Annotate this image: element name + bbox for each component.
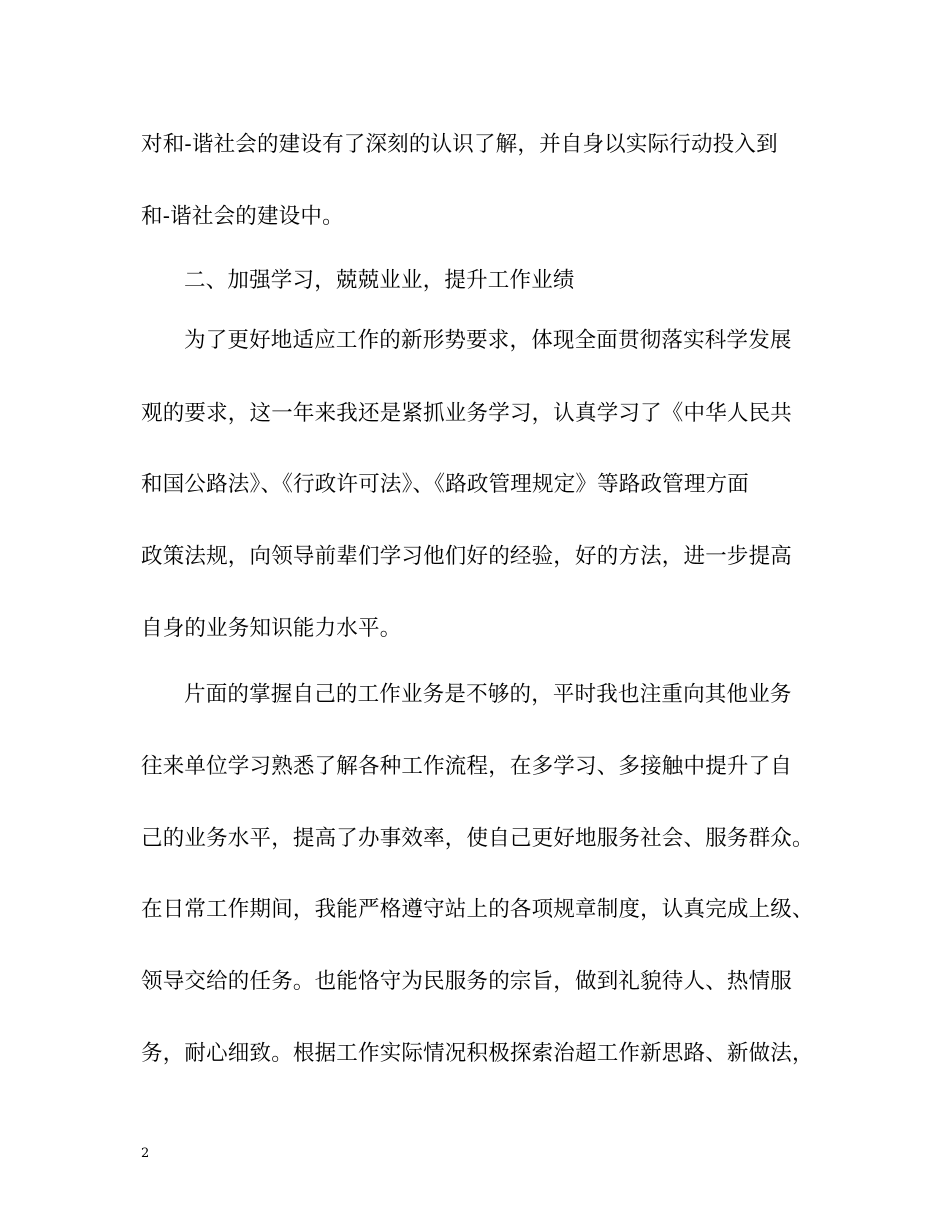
- text-line-2: 和-谐社会的建设中。: [141, 204, 344, 229]
- text-line-10: 往来单位学习熟悉了解各种工作流程，在多学习、多接触中提升了自: [141, 754, 793, 779]
- text-line-5: 观的要求，这一年来我还是紧抓业务学习，认真学习了《中华人民共: [141, 401, 793, 426]
- text-line-14: 务，耐心细致。根据工作实际情况积极探索治超工作新思路、新做法，: [141, 1041, 814, 1066]
- section-heading: 二、加强学习，兢兢业业，提升工作业绩: [184, 268, 575, 293]
- text-line-9: 片面的掌握自己的工作业务是不够的，平时我也注重向其他业务: [184, 682, 792, 707]
- text-line-8: 自身的业务知识能力水平。: [141, 616, 402, 641]
- text-line-6: 和国公路法》、《行政许可法》、《路政管理规定》等路政管理方面: [141, 472, 750, 497]
- text-line-1: 对和-谐社会的建设有了深刻的认识了解，并自身以实际行动投入到: [141, 132, 778, 157]
- text-line-12: 在日常工作期间，我能严格遵守站上的各项规章制度，认真完成上级、: [141, 897, 814, 922]
- page-number: 2: [141, 1146, 150, 1161]
- text-line-11: 己的业务水平，提高了办事效率，使自己更好地服务社会、服务群众。: [141, 826, 814, 851]
- text-line-4: 为了更好地适应工作的新形势要求，体现全面贯彻落实科学发展: [184, 328, 792, 353]
- text-line-13: 领导交给的任务。也能恪守为民服务的宗旨，做到礼貌待人、热情服: [141, 969, 793, 994]
- text-line-7: 政策法规，向领导前辈们学习他们好的经验，好的方法，进一步提高: [141, 544, 793, 569]
